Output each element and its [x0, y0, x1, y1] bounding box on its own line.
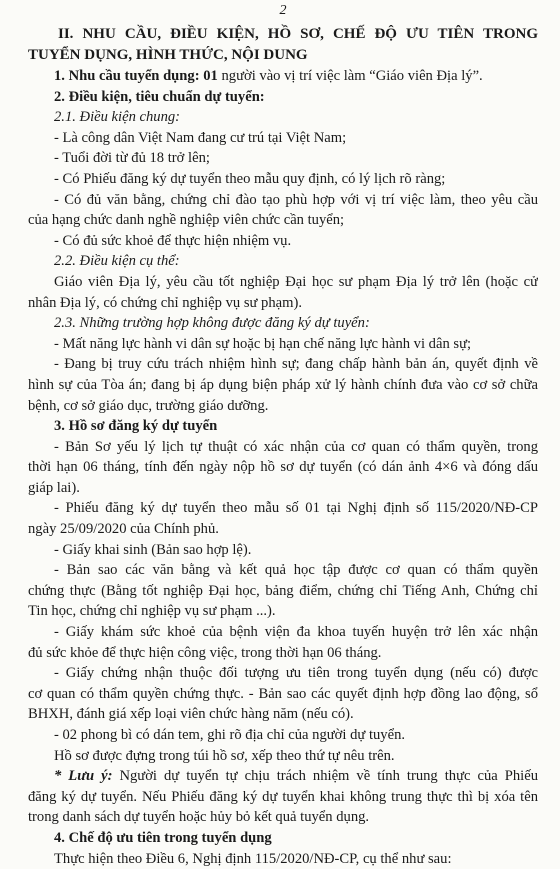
dossier-item-4-line-3: Tin học, chứng chỉ nghiệp vụ sư phạm ...). — [28, 603, 276, 620]
general-condition-2: - Tuổi đời từ đủ 18 trở lên; — [54, 150, 210, 167]
hiring-need-count: 01 — [203, 68, 218, 84]
heading-specific-conditions: 2.2. Điều kiện cụ thể: — [54, 253, 180, 270]
dossier-item-4-line-1: - Bản sao các văn bằng và kết quả học tập được cơ quan có thẩm quyền — [54, 562, 538, 579]
dossier-item-2-line-1: - Phiếu đăng ký dự tuyển theo mẫu số 01 tại Nghị định số 115/2020/NĐ-CP — [54, 500, 538, 517]
note-line-1 — [28, 766, 538, 787]
dossier-item-4-line-2: chứng thực (Bằng tốt nghiệp Đại học, bảng điểm, chứng chỉ Tiếng Anh, Chứng chỉ — [28, 582, 538, 599]
general-condition-1: - Là công dân Việt Nam đang cư trú tại Việt Nam; — [54, 129, 347, 146]
note-label: * Lưu ý: — [54, 768, 113, 785]
page-number: 2 — [279, 3, 287, 18]
dossier-item-6-line-3: BHXH, đánh giá xếp loại viên chức hàng năm (nếu có). — [28, 706, 354, 723]
specific-condition-line-1: Giáo viên Địa lý, yêu cầu tốt nghiệp Đại học sư phạm Địa lý trở lên (hoặc cử — [54, 273, 538, 290]
general-condition-4-line-2: của hạng chức danh nghề nghiệp viên chức cần tuyển; — [28, 212, 345, 229]
section-title-line-1: II. NHU CẦU, ĐIỀU KIỆN, HỒ SƠ, CHẾ ĐỘ ƯU TIÊN TRONG — [58, 26, 538, 42]
dossier-item-1-line-3: giáp lai). — [28, 479, 80, 496]
specific-condition-line-2: nhân Địa lý, có chứng chỉ nghiệp vụ sư phạm). — [28, 294, 302, 311]
ineligible-case-2-line-2: hình sự của Tòa án; đang bị áp dụng biện pháp xử lý hành chính đưa vào cơ sở chữa — [28, 376, 538, 393]
dossier-item-3: - Giấy khai sinh (Bản sao hợp lệ). — [54, 541, 252, 558]
general-condition-4-line-1: - Có đủ văn bằng, chứng chỉ đào tạo phù hợp với vị trí việc làm, theo yêu cầu — [54, 191, 538, 208]
dossier-item-1-line-2: thời hạn 06 tháng, tính đến ngày nộp hồ sơ dự tuyển (có dán ảnh 4×6 và đóng dấu — [28, 459, 538, 476]
ineligible-case-2-line-1: - Đang bị truy cứu trách nhiệm hình sự; đang chấp hành bản án, quyết định về — [54, 356, 538, 373]
priority-regime-text: Thực hiện theo Điều 6, Nghị định 115/2020/NĐ-CP, cụ thể như sau: — [54, 850, 452, 867]
dossier-item-5-line-2: đủ sức khỏe để thực hiện công việc, trong thời hạn 06 tháng. — [28, 644, 382, 661]
hiring-need-text: người vào vị trí việc làm “Giáo viên Địa lý”. — [217, 68, 483, 84]
general-condition-3: - Có Phiếu đăng ký dự tuyển theo mẫu quy định, có lý lịch rõ ràng; — [54, 170, 446, 187]
heading-general-conditions: 2.1. Điều kiện chung: — [54, 109, 181, 126]
heading-application-dossier: 3. Hồ sơ đăng ký dự tuyển — [54, 418, 218, 435]
dossier-packing-note: Hồ sơ được đựng trong túi hồ sơ, xếp theo thứ tự nêu trên. — [54, 747, 395, 764]
ineligible-case-1: - Mất năng lực hành vi dân sự hoặc bị hạn chế năng lực hành vi dân sự; — [54, 335, 472, 352]
dossier-item-6-line-1: - Giấy chứng nhận thuộc đối tượng ưu tiên trong tuyển dụng (nếu có) được — [54, 665, 538, 682]
heading-conditions: 2. Điều kiện, tiêu chuẩn dự tuyển: — [54, 88, 265, 105]
hiring-need-label: 1. Nhu cầu tuyển dụng: — [54, 68, 200, 84]
dossier-item-5-line-1: - Giấy khám sức khoẻ của bệnh viện đa khoa tuyến huyện trở lên xác nhận — [54, 624, 538, 641]
heading-ineligible-cases: 2.3. Những trường hợp không được đăng ký dự tuyển: — [54, 315, 370, 332]
general-condition-5: - Có đủ sức khoẻ để thực hiện nhiệm vụ. — [54, 232, 292, 249]
note-text: Người dự tuyển tự chịu trách nhiệm về tính trung thực của Phiếu — [112, 768, 538, 785]
dossier-item-2-line-2: ngày 25/09/2020 của Chính phủ. — [28, 521, 219, 538]
dossier-item-7: - 02 phong bì có dán tem, ghi rõ địa chỉ của người dự tuyển. — [54, 727, 406, 743]
paragraph-hiring-need — [28, 66, 538, 87]
dossier-item-1-line-1: - Bản Sơ yếu lý lịch tự thuật có xác nhận của cơ quan có thẩm quyền, trong — [54, 438, 538, 455]
dossier-item-6-line-2: cơ quan có thẩm quyền chứng thực. - Bản sao các quyết định hợp đồng lao động, sổ — [28, 685, 538, 702]
section-title-line-2: TUYỂN DỤNG, HÌNH THỨC, NỘI DUNG — [28, 47, 308, 63]
ineligible-case-2-line-3: bệnh, cơ sở giáo dục, trường giáo dưỡng. — [28, 397, 269, 414]
note-line-3: trong danh sách dự tuyển hoặc hủy bỏ kết quả tuyển dụng. — [28, 809, 370, 826]
heading-priority-regime: 4. Chế độ ưu tiên trong tuyển dụng — [54, 829, 272, 846]
note-line-2: đăng ký dự tuyển. Nếu Phiếu đăng ký dự tuyển khai không trung thực thì bị xóa tên — [28, 788, 538, 805]
